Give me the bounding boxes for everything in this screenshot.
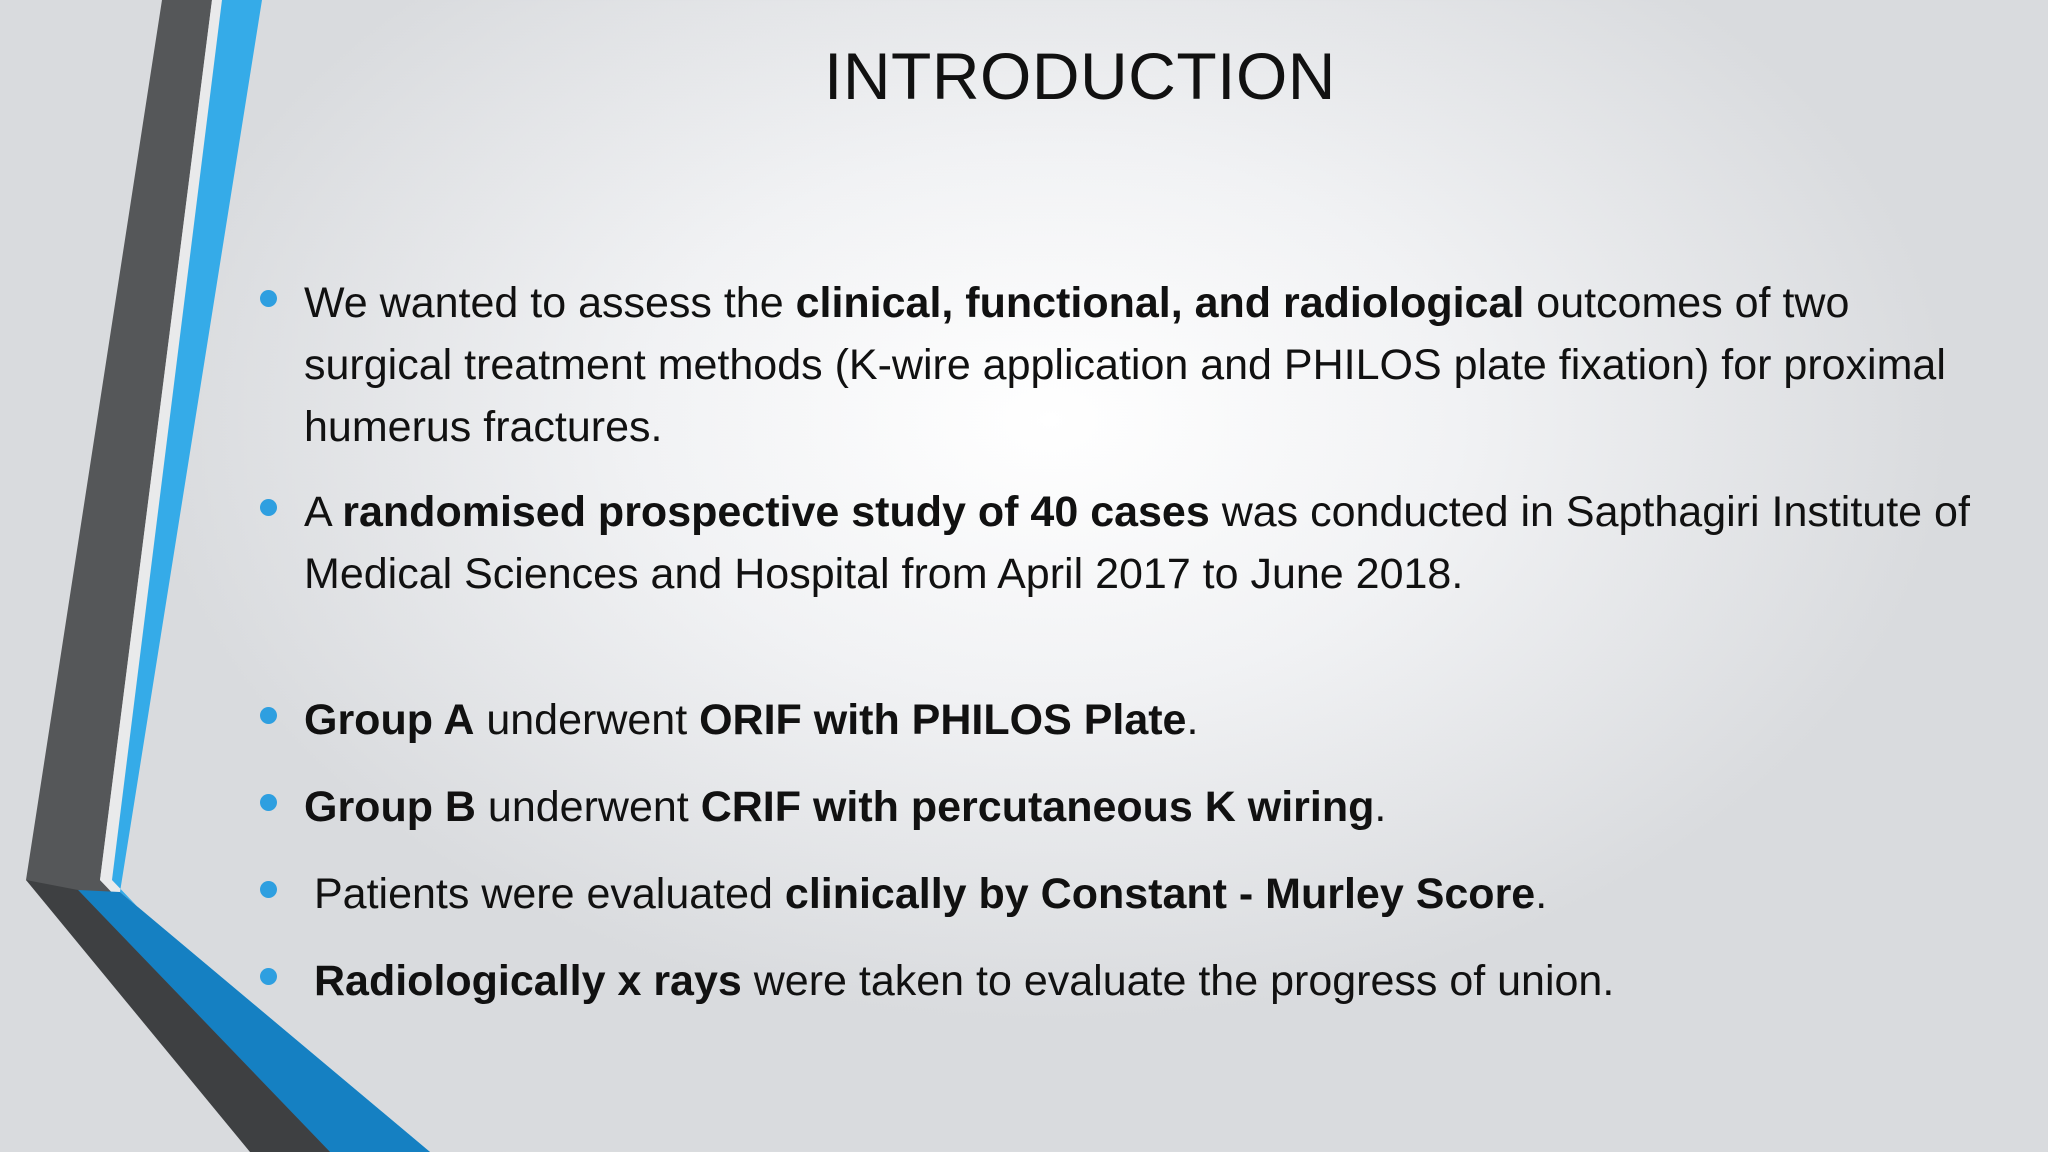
bullet-icon bbox=[260, 499, 277, 516]
bullet-icon bbox=[260, 881, 277, 898]
bullet-item-group-b bbox=[258, 776, 1998, 838]
slide-title: INTRODUCTION bbox=[824, 39, 1336, 113]
bullet-text: Group B underwent CRIF with percutaneous K wiring. bbox=[304, 783, 1387, 831]
bullet-text: Group A underwent ORIF with PHILOS Plate. bbox=[304, 696, 1199, 744]
bullet-text: We wanted to assess the clinical, functional, and radiological outcomes of two surgical treatment methods (K-wire application and PHILOS plate fixation) for proximal humerus fractures. bbox=[304, 279, 1946, 451]
bullet-item-objective bbox=[258, 272, 1998, 458]
bullet-item-clinical-evaluation bbox=[258, 863, 1998, 925]
bullet-item-group-a bbox=[258, 689, 1998, 751]
bullet-item-study-design bbox=[258, 481, 1998, 605]
bullet-icon bbox=[260, 794, 277, 811]
bullet-text: Patients were evaluated clinically by Constant - Murley Score. bbox=[314, 870, 1548, 918]
bullet-item-radiological-evaluation bbox=[258, 950, 1998, 1012]
bullet-text: A randomised prospective study of 40 cases was conducted in Sapthagiri Institute of Medical Sciences and Hospital from April 2017 to June 2018. bbox=[304, 488, 1970, 598]
bullet-icon bbox=[260, 290, 277, 307]
bullet-list bbox=[258, 272, 1998, 1012]
bullet-text: Radiologically x rays were taken to evaluate the progress of union. bbox=[314, 957, 1615, 1005]
bullet-icon bbox=[260, 707, 277, 724]
bullet-icon bbox=[260, 968, 277, 985]
